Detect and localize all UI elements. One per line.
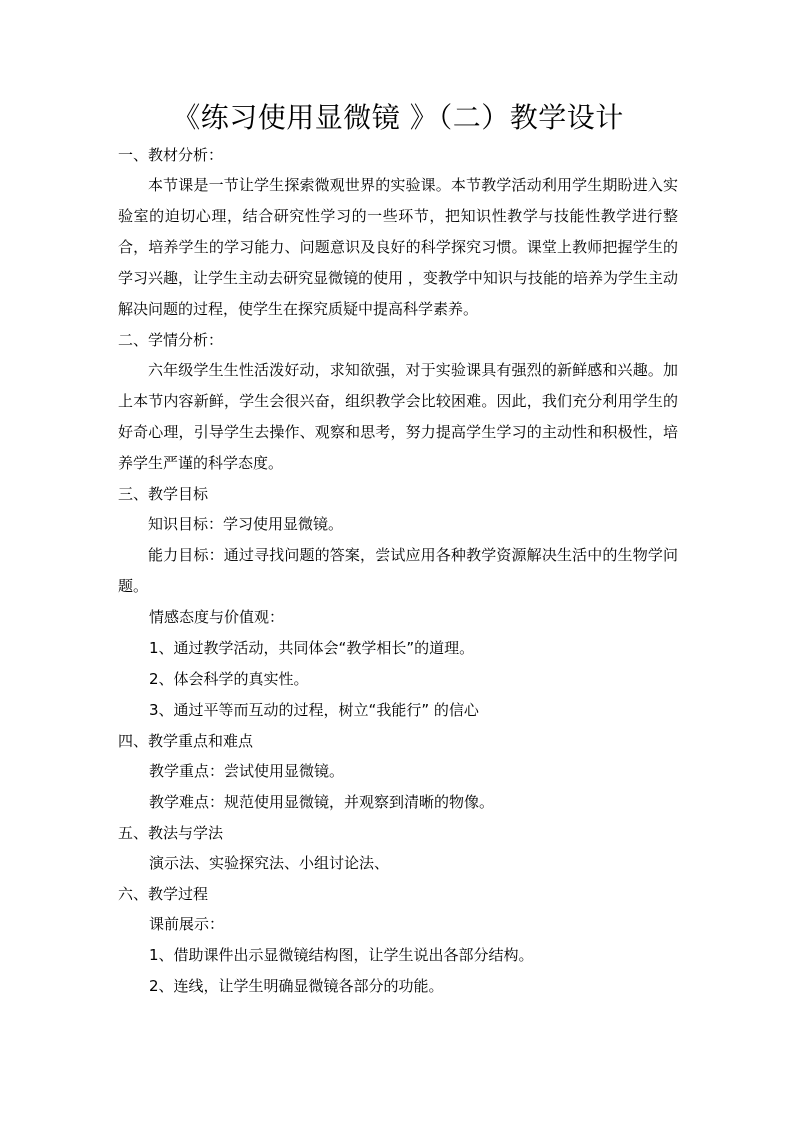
section-1-paragraph: 本节课是一节让学生探索微观世界的实验课。本节教学活动利用学生期盼进入实验室的迫切心理，结合研究性学习的一些环节，把知识性教学与技能性教学进行整合，培养学生的学习能力、问题意识及良好的科学探究习惯。课堂上教师把握学生的学习兴趣，让学生主动去研究显微镜的使用 ，变教学中知识与技能的培养为学生主动解决问题的过程，使学生在探究质疑中提高科学素养。 bbox=[118, 176, 678, 318]
process-item-1: 1、借助课件出示显微镜结构图，让学生说出各部分结构。 bbox=[149, 946, 534, 964]
section-6-heading: 六、教学过程 bbox=[118, 885, 209, 903]
section-4-heading: 四、教学重点和难点 bbox=[118, 732, 254, 750]
section-3-heading: 三、教学目标 bbox=[118, 485, 209, 503]
emotion-goal-item-3: 3、通过平等而互动的过程，树立“我能行” 的信心 bbox=[149, 701, 479, 719]
section-2-heading: 二、学情分析： bbox=[118, 331, 224, 349]
emotion-goal-label: 情感态度与价值观： bbox=[149, 608, 285, 626]
process-item-2: 2、连线，让学生明确显微镜各部分的功能。 bbox=[149, 977, 444, 995]
knowledge-goal: 知识目标：学习使用显微镜。 bbox=[148, 515, 344, 533]
section-5-heading: 五、教法与学法 bbox=[118, 824, 224, 842]
teaching-methods: 演示法、实验探究法、小组讨论法、 bbox=[149, 854, 390, 872]
document-page bbox=[118, 100, 678, 1002]
difficult-point: 教学难点：规范使用显微镜，并观察到清晰的物像。 bbox=[149, 793, 495, 811]
key-point: 教学重点：尝试使用显微镜。 bbox=[149, 762, 345, 780]
emotion-goal-item-1: 1、通过教学活动，共同体会“教学相长”的道理。 bbox=[149, 639, 475, 657]
emotion-goal-item-2: 2、体会科学的真实性。 bbox=[149, 670, 309, 688]
ability-goal: 能力目标：通过寻找问题的答案，尝试应用各种教学资源解决生活中的生物学问题。 bbox=[118, 546, 678, 595]
section-1-heading: 一、教材分析： bbox=[118, 146, 224, 164]
document-title: 《练习使用显微镜 》（二）教学设计 bbox=[172, 101, 624, 134]
section-2-paragraph: 六年级学生生性活泼好动，求知欲强，对于实验课具有强烈的新鲜感和兴趣。加上本节内容新鲜，学生会很兴奋，组织教学会比较困难。因此，我们充分利用学生的好奇心理，引导学生去操作、观察和思考，努力提高学生学习的主动性和积极性，培养学生严谨的科学态度。 bbox=[118, 361, 678, 472]
pre-class-label: 课前展示： bbox=[149, 915, 225, 933]
